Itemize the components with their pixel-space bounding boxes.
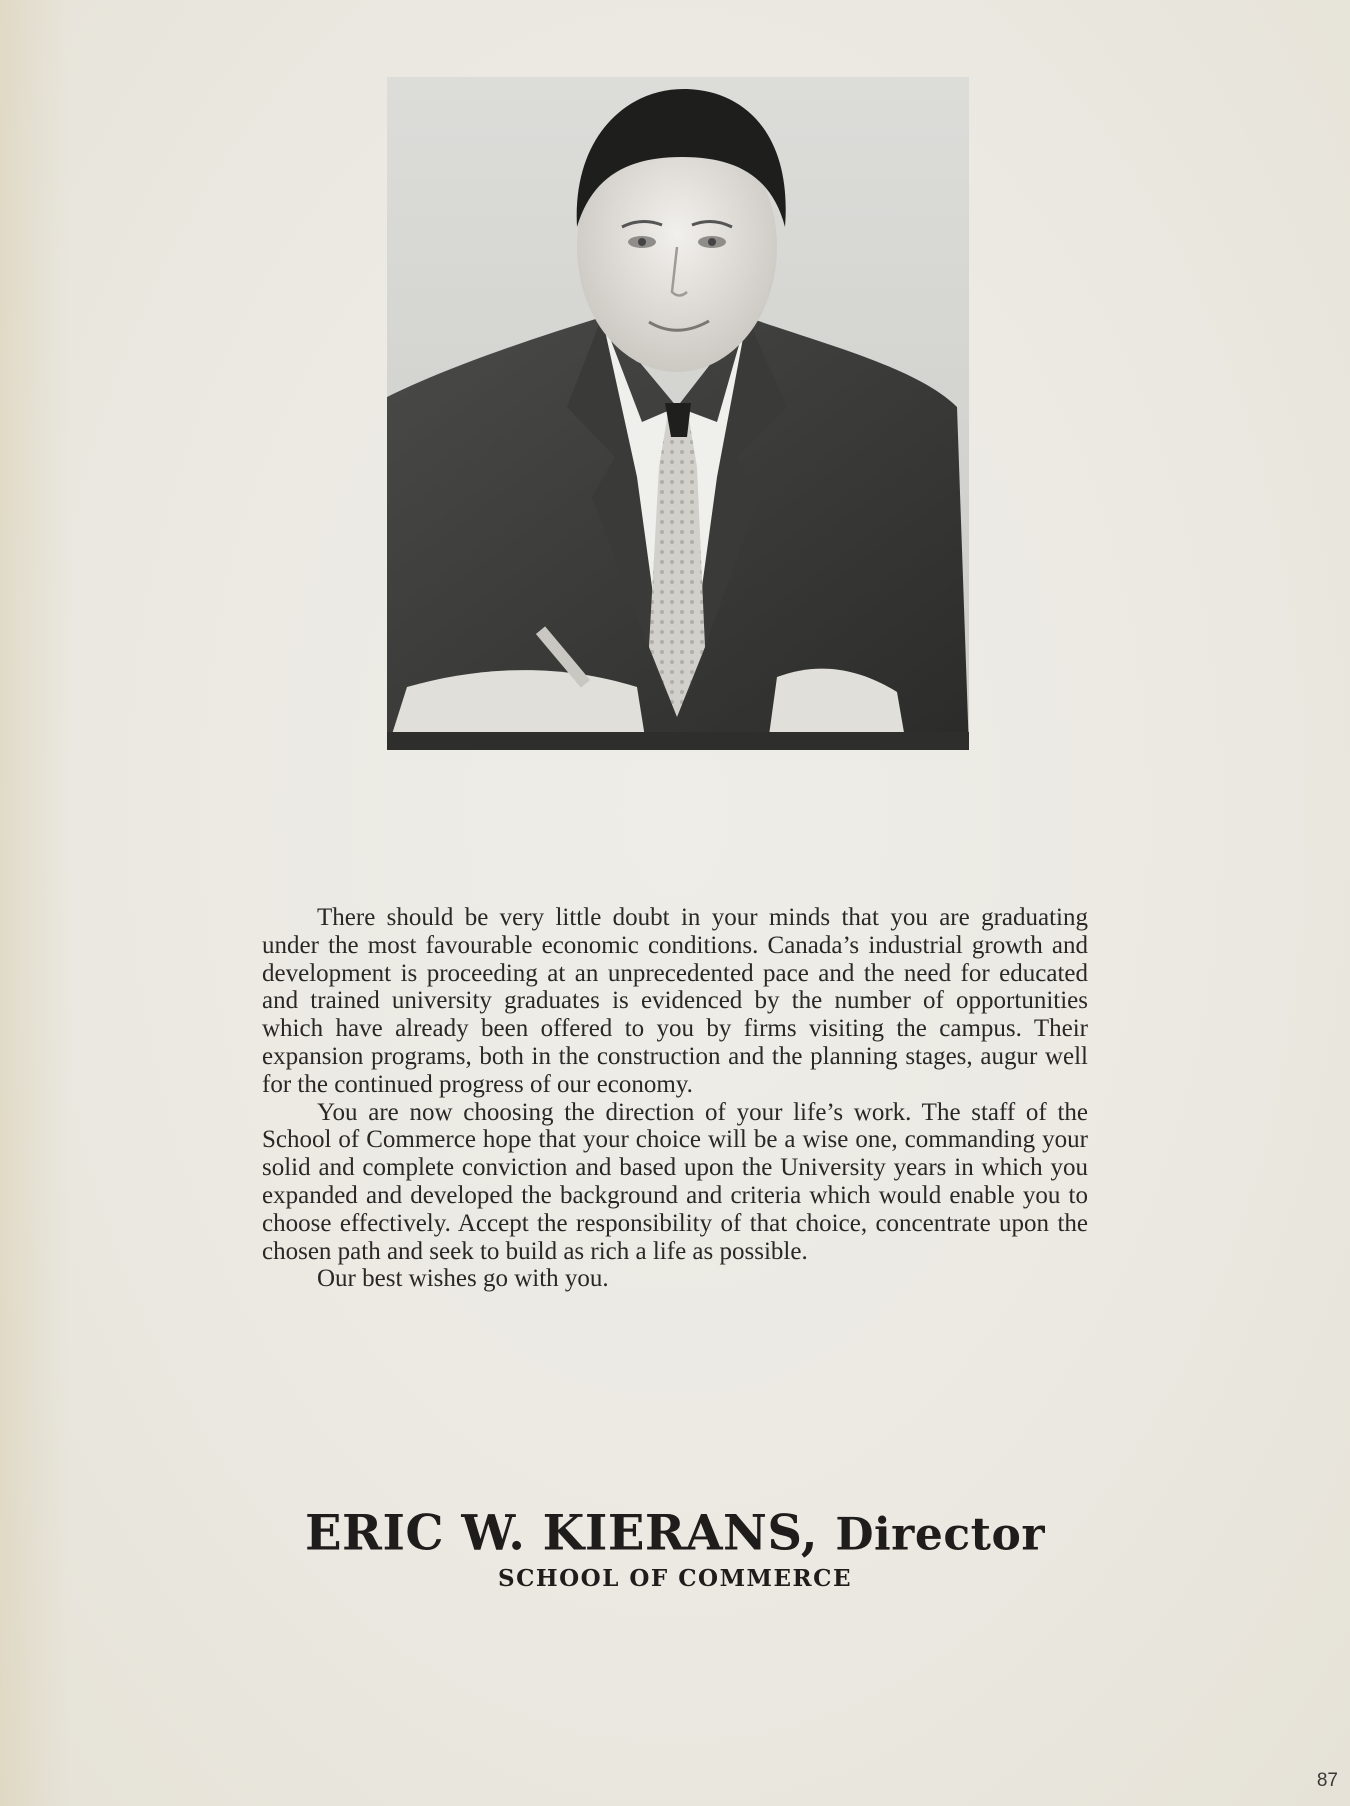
signatory-title: Director	[835, 1508, 1046, 1561]
portrait-photo-icon	[387, 77, 969, 750]
message-paragraph: Our best wishes go with you.	[317, 1265, 609, 1293]
portrait-photo	[387, 77, 969, 750]
signatory-department: SCHOOL OF COMMERCE	[497, 1565, 852, 1592]
signature-name-line	[175, 1504, 1175, 1563]
signatory-name: ERIC W. KIERANS,	[304, 1504, 819, 1562]
message-paragraph: There should be very little doubt in your minds that you are graduating under the most favourable economic conditions. Canada’s industrial growth and development is proceeding at an unprecedented pace and the need for educated and trained university graduates is evidenced by the number of opportunities which have already been offered to you by firms visiting the campus. Their expansion programs, both in the construction and the planning stages, augur well for the continued progress of our economy.	[262, 904, 1088, 1098]
message-text	[262, 904, 1088, 1293]
page-number: 87	[1316, 1770, 1338, 1791]
message-paragraph: You are now choosing the direction of your life’s work. The staff of the School of Commerce hope that your choice will be a wise one, commanding your solid and complete conviction and based upon the University years in which you expanded and developed the background and criteria which would enable you to choose effectively. Accept the responsibility of that choice, concentrate upon the chosen path and seek to build as rich a life as possible.	[262, 1098, 1088, 1265]
signature-block	[175, 1505, 1175, 1592]
